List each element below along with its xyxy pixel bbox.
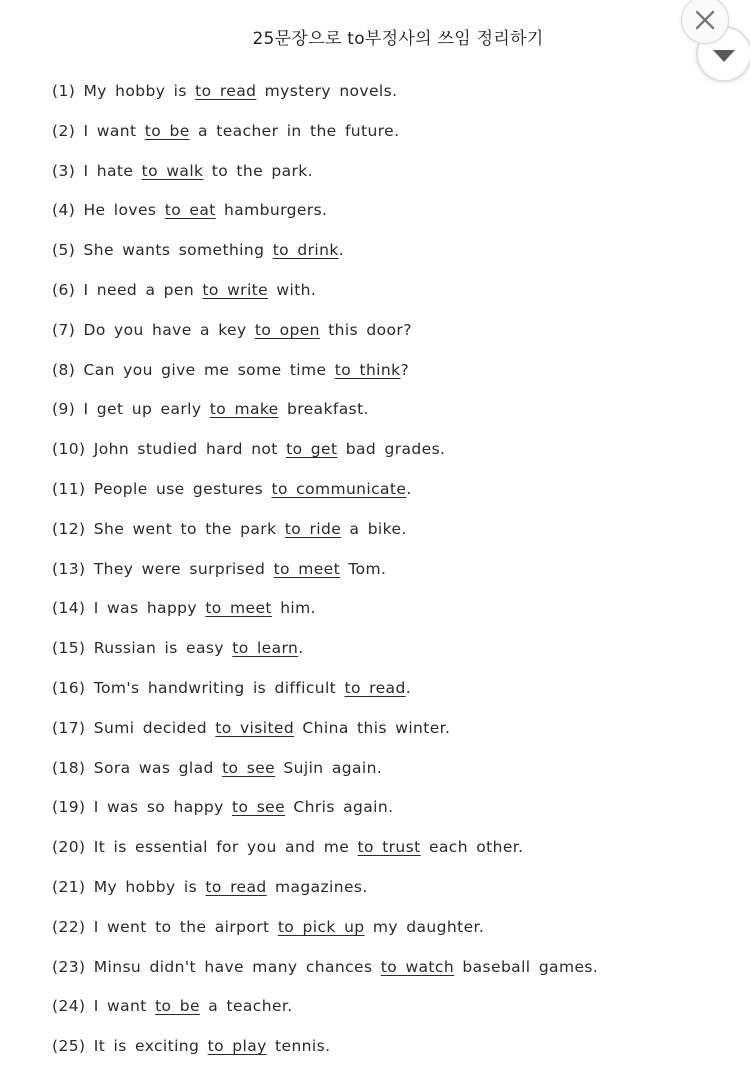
sentence-text: I get up early	[83, 400, 210, 419]
sentence-text: People use gestures	[93, 479, 272, 498]
sentence-number: (7)	[52, 320, 76, 339]
sentence-text-end: this door?	[319, 320, 412, 339]
sentence-number: (9)	[52, 400, 76, 419]
sentence-text-end: baseball games.	[454, 957, 599, 976]
sentence-item	[52, 359, 660, 399]
sentence-item	[52, 637, 660, 677]
sentence-text: Sumi decided	[93, 718, 216, 737]
underlined-infinitive: to read	[195, 82, 257, 100]
sentence-number: (12)	[52, 519, 86, 538]
sentence-text: Sora was glad	[93, 758, 223, 777]
sentence-number: (24)	[52, 997, 86, 1016]
sentence-text: Tom's handwriting is difficult	[93, 678, 345, 697]
sentence-text-end: hamburgers.	[215, 201, 328, 220]
sentence-item	[52, 836, 660, 876]
underlined-infinitive: to see	[232, 798, 286, 817]
sentence-text-end: with.	[268, 280, 317, 299]
sentence-text-end: each other.	[420, 838, 524, 857]
sentence-text: I want	[83, 121, 145, 140]
underlined-infinitive: to read	[205, 877, 267, 896]
sentence-text: She wants something	[83, 241, 273, 260]
sentence-text-end: Tom.	[340, 559, 387, 578]
underlined-infinitive: to meet	[205, 599, 272, 618]
sentence-text: They were surprised	[93, 559, 274, 578]
underlined-infinitive: to walk	[141, 161, 204, 180]
underlined-infinitive: to see	[222, 758, 276, 777]
sentence-text: Minsu didn't have many chances	[93, 957, 381, 976]
sentence-text: I want	[93, 997, 156, 1016]
close-icon	[682, 0, 728, 43]
underlined-infinitive: to make	[209, 400, 279, 419]
close-button[interactable]	[681, 0, 729, 44]
sentence-text-end: mystery novels.	[256, 82, 398, 100]
sentence-text-end: .	[405, 678, 412, 697]
underlined-infinitive: to be	[155, 997, 200, 1016]
underlined-infinitive: to communicate	[271, 479, 407, 498]
sentence-number: (16)	[52, 678, 86, 697]
window-controls	[678, 0, 750, 82]
underlined-infinitive: to drink	[272, 241, 339, 260]
sentence-item	[52, 677, 660, 717]
sentence-number: (25)	[52, 1037, 86, 1056]
underlined-infinitive: to watch	[380, 957, 455, 976]
sentence-number: (11)	[52, 479, 86, 498]
sentence-number: (5)	[52, 241, 76, 260]
underlined-infinitive: to learn	[232, 639, 299, 658]
sentence-number: (20)	[52, 838, 86, 857]
sentence-text: My hobby is	[93, 877, 206, 896]
sentence-item	[52, 160, 660, 200]
sentence-number: (18)	[52, 758, 86, 777]
sentence-text-end: Chris again.	[285, 798, 394, 817]
sentence-text: My hobby is	[83, 82, 196, 100]
sentence-item	[52, 717, 660, 757]
underlined-infinitive: to pick up	[277, 917, 365, 936]
underlined-infinitive: to trust	[357, 838, 421, 857]
sentence-number: (13)	[52, 559, 86, 578]
sentence-number: (19)	[52, 798, 86, 817]
sentence-list	[52, 80, 660, 1075]
sentence-text: John studied hard not	[93, 440, 287, 459]
page-title: 25문장으로 to부정사의 쓰임 정리하기	[252, 29, 544, 49]
sentence-text: Do you have a key	[83, 320, 255, 339]
underlined-infinitive: to play	[207, 1037, 267, 1056]
sentence-text: She went to the park	[93, 519, 285, 538]
sentence-text-end: .	[298, 639, 304, 658]
sentence-text-end: bad grades.	[337, 440, 446, 459]
sentence-number: (1)	[52, 82, 76, 100]
sentence-text-end: tennis.	[266, 1037, 331, 1056]
underlined-infinitive: to read	[344, 678, 406, 697]
sentence-number: (2)	[52, 121, 76, 140]
underlined-infinitive: to get	[286, 440, 338, 459]
sentence-text: I went to the airport	[93, 917, 278, 936]
sentence-number: (22)	[52, 917, 86, 936]
sentence-item	[52, 597, 660, 637]
sentence-text-end: him.	[271, 599, 316, 618]
underlined-infinitive: to think	[334, 360, 401, 379]
sentence-text: I need a pen	[83, 280, 203, 299]
sentence-text: I hate	[83, 161, 142, 180]
sentence-number: (4)	[52, 201, 76, 220]
underlined-infinitive: to open	[254, 320, 320, 339]
underlined-infinitive: to ride	[284, 519, 342, 538]
sentence-number: (3)	[52, 161, 76, 180]
sentence-text-end: ?	[400, 360, 410, 379]
sentence-number: (14)	[52, 599, 86, 618]
sentence-text-end: a teacher in the future.	[189, 121, 400, 140]
sentence-text-end: Sujin again.	[275, 758, 383, 777]
underlined-infinitive: to eat	[164, 201, 216, 220]
sentence-item	[52, 558, 660, 598]
sentence-item	[52, 518, 660, 558]
sentence-text: Russian is easy	[93, 639, 233, 658]
sentence-text: I was so happy	[93, 798, 233, 817]
sentence-item	[52, 796, 660, 836]
sentence-item	[52, 757, 660, 797]
sentence-number: (21)	[52, 877, 86, 896]
sentence-item	[52, 995, 660, 1035]
underlined-infinitive: to be	[144, 121, 190, 140]
sentence-text-end: .	[406, 479, 412, 498]
sentence-item	[52, 120, 660, 160]
underlined-infinitive: to meet	[273, 559, 341, 578]
sentence-text-end: to the park.	[203, 161, 313, 180]
sentence-item	[52, 199, 660, 239]
sentence-item	[52, 478, 660, 518]
sentence-text: I was happy	[93, 599, 206, 618]
sentence-text-end: breakfast.	[278, 400, 369, 419]
sentence-number: (8)	[52, 360, 76, 379]
sentence-text: It is exciting	[93, 1037, 208, 1056]
sentence-item	[52, 876, 660, 916]
sentence-item	[52, 398, 660, 438]
sentence-number: (10)	[52, 440, 86, 459]
sentence-item	[52, 438, 660, 478]
sentence-number: (17)	[52, 718, 86, 737]
sentence-text-end: China this winter.	[294, 718, 451, 737]
sentence-item	[52, 239, 660, 279]
sentence-number: (23)	[52, 957, 86, 976]
sentence-text-end: .	[338, 241, 345, 260]
sentence-item	[52, 916, 660, 956]
sentence-item	[52, 279, 660, 319]
sentence-text: He loves	[83, 201, 165, 220]
sentence-text-end: magazines.	[266, 877, 368, 896]
sentence-text-end: a teacher.	[199, 997, 293, 1016]
sentence-text-end: a bike.	[341, 519, 407, 538]
sentence-text: It is essential for you and me	[93, 838, 358, 857]
sentence-number: (6)	[52, 280, 76, 299]
underlined-infinitive: to write	[202, 280, 269, 299]
sentence-item	[52, 80, 660, 120]
sentence-text: Can you give me some time	[83, 360, 335, 379]
sentence-number: (15)	[52, 639, 86, 658]
sentence-item	[52, 956, 660, 996]
underlined-infinitive: to visited	[215, 718, 295, 737]
sentence-text-end: my daughter.	[364, 917, 485, 936]
sentence-item	[52, 319, 660, 359]
sentence-item	[52, 1035, 660, 1075]
